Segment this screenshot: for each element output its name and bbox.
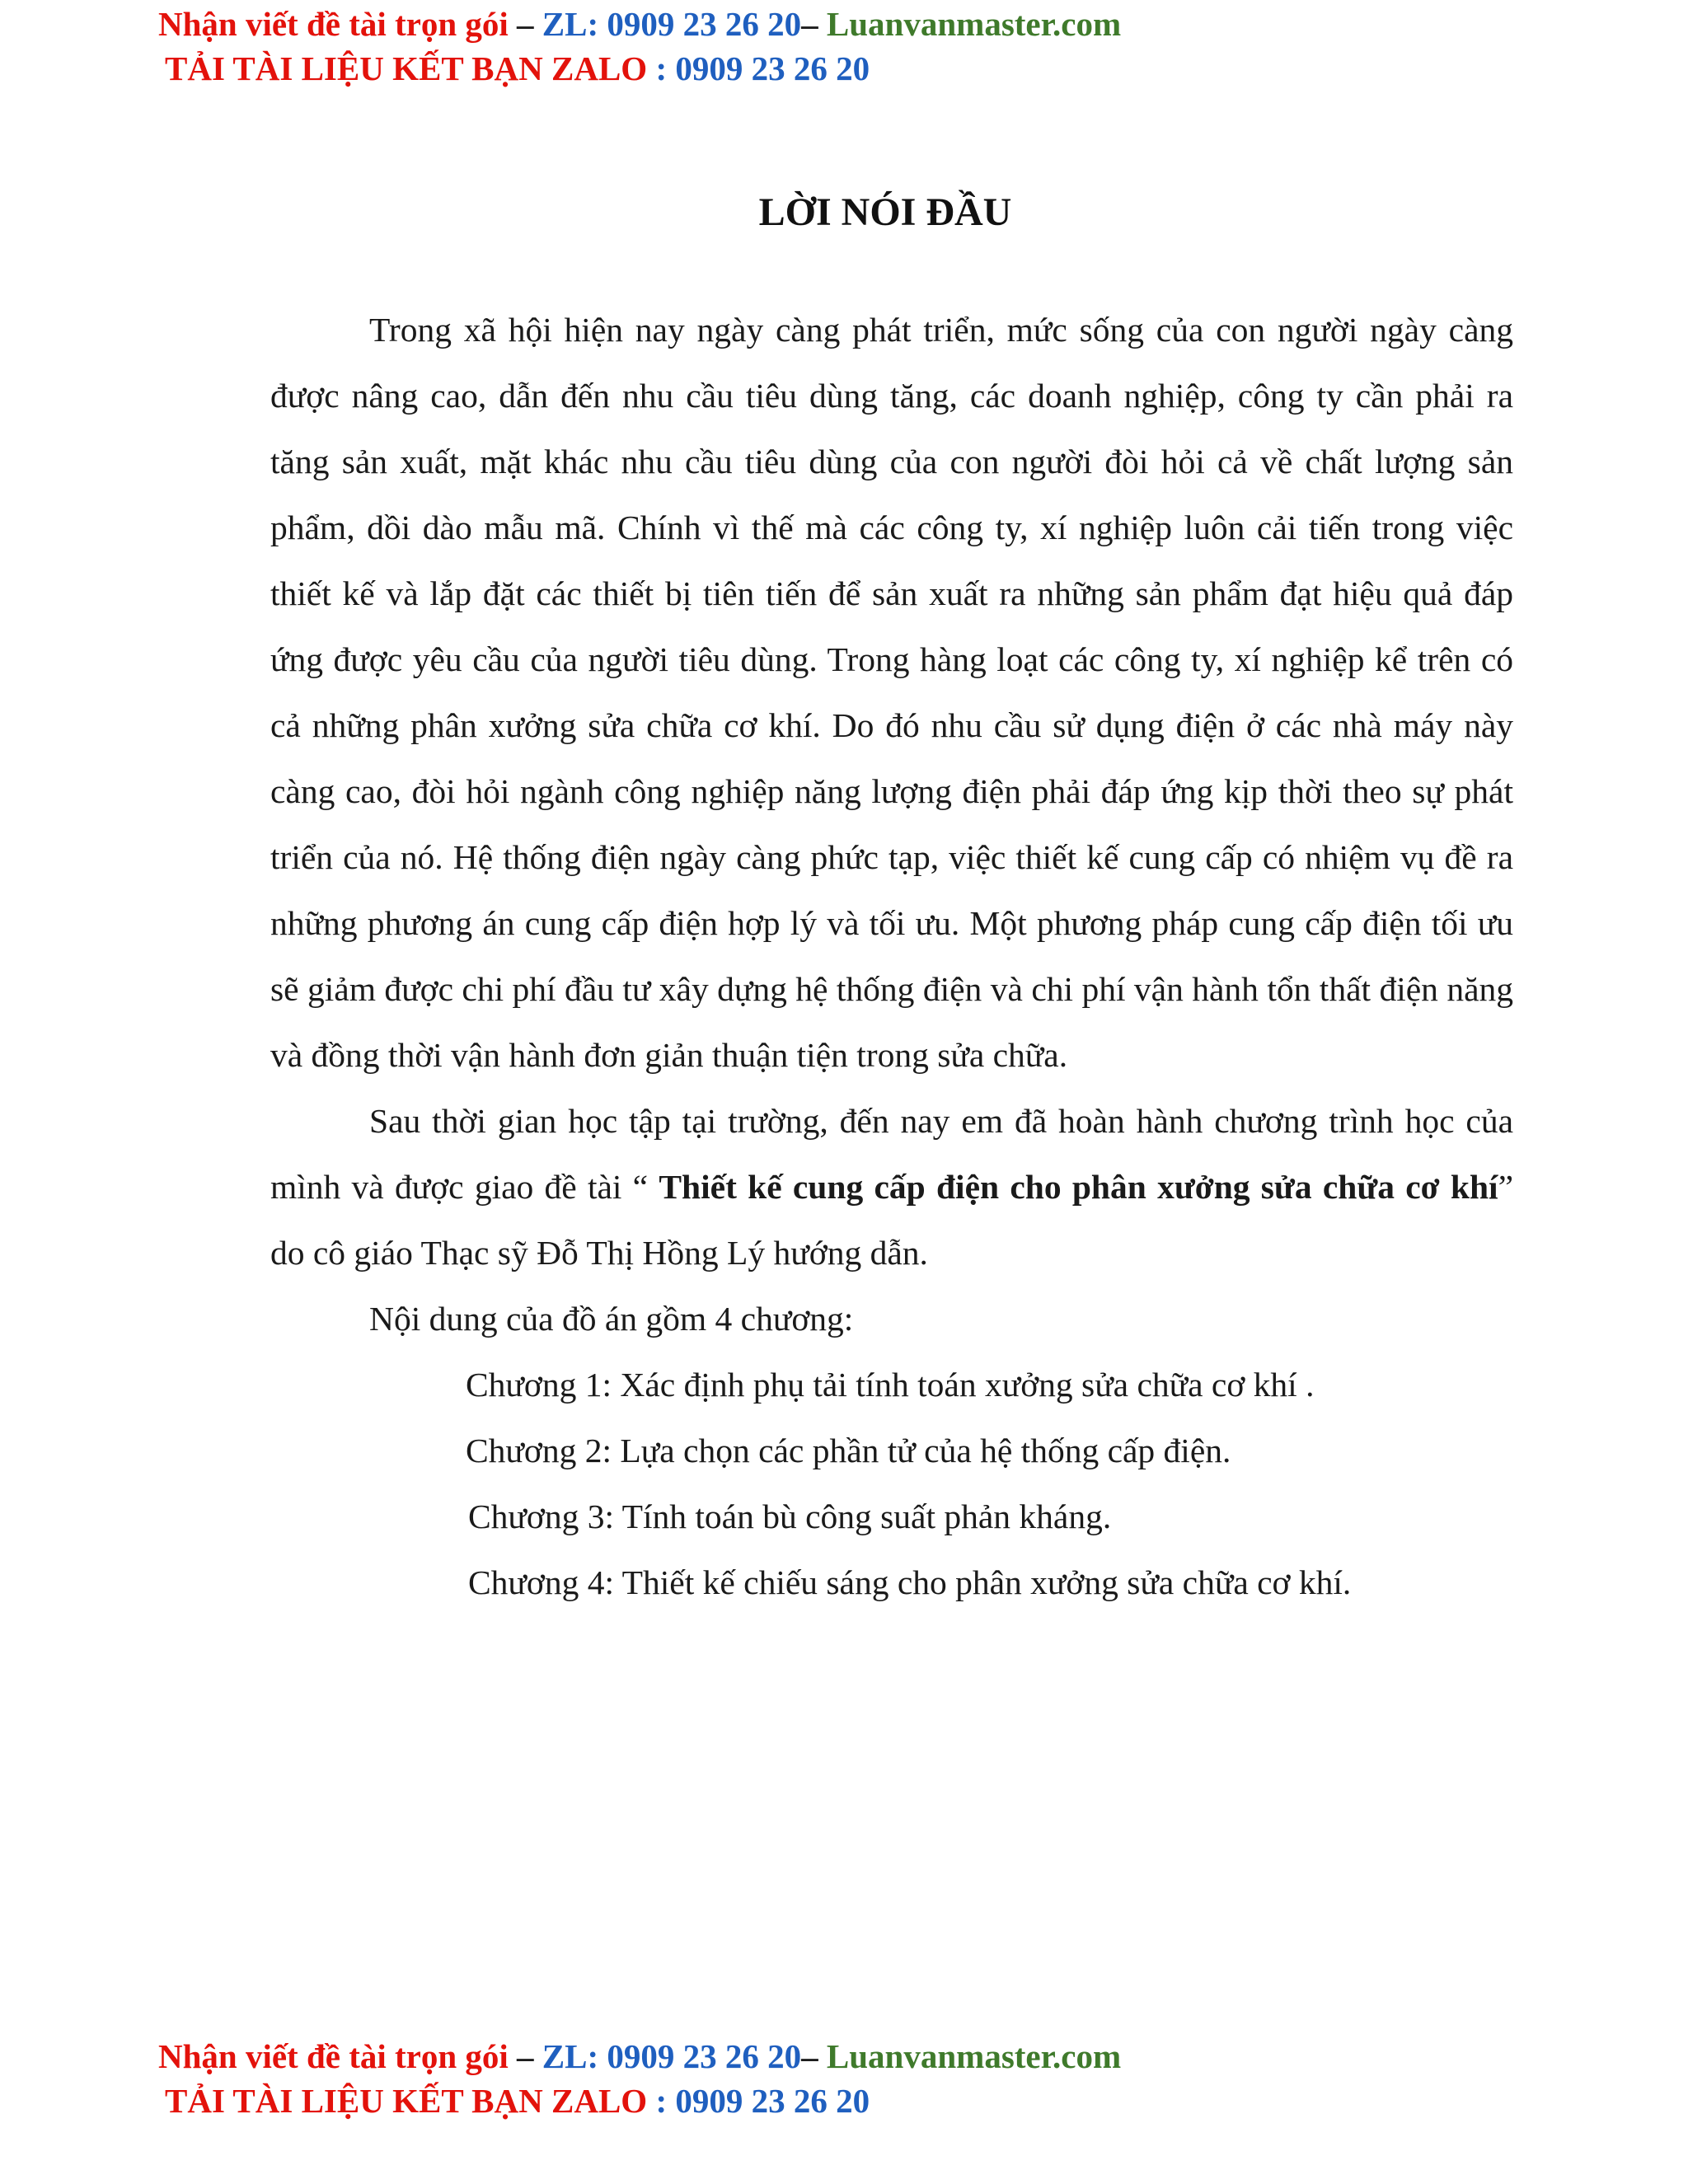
footer-service-text: Nhận viết đề tài trọn gói [158, 2037, 509, 2075]
header-zalo-contact: : 0909 23 26 20 [647, 49, 870, 87]
footer-separator: – [508, 2037, 542, 2075]
footer-banner-line1 [158, 2034, 1121, 2079]
assignment-paragraph [270, 1088, 1513, 1286]
chapter-item: Chương 1: Xác định phụ tải tính toán xưởng sửa chữa cơ khí . [466, 1366, 1315, 1404]
chapters-intro: Nội dung của đồ án gồm 4 chương: [369, 1300, 854, 1338]
header-website[interactable]: Luanvanmaster.com [826, 5, 1122, 43]
footer-banner-line2 [158, 2079, 1121, 2123]
header-banner-line1 [158, 2, 1121, 46]
header-banner [158, 2, 1121, 91]
footer-separator: – [801, 2037, 827, 2075]
assignment-text-start: Sau thời gian học tập tại trường, đến nay em đã hoàn hành chương trình học của mình và được giao đề tài “ [270, 1102, 1513, 1206]
page-title: LỜI NÓI ĐẦU [758, 190, 1012, 234]
header-banner-line2 [158, 46, 1121, 91]
footer-zalo-contact: : 0909 23 26 20 [647, 2082, 870, 2120]
footer-banner [158, 2034, 1121, 2123]
chapter-item: Chương 3: Tính toán bù công suất phản kháng. [468, 1497, 1112, 1535]
thesis-topic: Thiết kế cung cấp điện cho phân xưởng sửa chữa cơ khí [659, 1168, 1498, 1206]
chapter-item: Chương 4: Thiết kế chiếu sáng cho phân xưởng sửa chữa cơ khí. [468, 1563, 1352, 1601]
header-download-text: TẢI TÀI LIỆU KẾT BẠN ZALO [165, 49, 648, 87]
header-separator: – [801, 5, 827, 43]
header-zalo-number: ZL: 0909 23 26 20 [542, 5, 802, 43]
footer-zalo-number: ZL: 0909 23 26 20 [542, 2037, 802, 2075]
document-body [270, 297, 1513, 1615]
assignment-text-end: ” do cô giáo Thạc sỹ Đỗ Thị Hồng Lý hướng dẫn. [270, 1168, 1513, 1272]
chapter-item: Chương 2: Lựa chọn các phần tử của hệ thống cấp điện. [466, 1432, 1231, 1469]
intro-paragraph: Trong xã hội hiện nay ngày càng phát triển, mức sống của con người ngày càng được nâng cao, dẫn đến nhu cầu tiêu dùng tăng, các doanh nghiệp, công ty cần phải ra tăng sản xuất, mặt khác nhu cầu tiêu dùng của con người đòi hỏi cả về chất lượng sản phẩm, dồi dào mẫu mã. Chính vì thế mà các công ty, xí nghiệp luôn cải tiến trong việc thiết kế và lắp đặt các thiết bị tiên tiến để sản xuất ra những sản phẩm đạt hiệu quả đáp ứng được yêu cầu của người tiêu dùng. Trong hàng loạt các công ty, xí nghiệp kể trên có cả những phân xưởng sửa chữa cơ khí. Do đó nhu cầu sử dụng điện ở các nhà máy này càng cao, đòi hỏi ngành công nghiệp năng lượng điện phải đáp ứng kịp thời theo sự phát triển của nó. Hệ thống điện ngày càng phức tạp, việc thiết kế cung cấp có nhiệm vụ đề ra những phương án cung cấp điện hợp lý và tối ưu. Một phương pháp cung cấp điện tối ưu sẽ giảm được chi phí đầu tư xây dựng hệ thống điện và chi phí vận hành tổn thất điện năng và đồng thời vận hành đơn giản thuận tiện trong sửa chữa. [270, 311, 1513, 1074]
header-service-text: Nhận viết đề tài trọn gói [158, 5, 509, 43]
footer-website[interactable]: Luanvanmaster.com [826, 2037, 1122, 2075]
footer-download-text: TẢI TÀI LIỆU KẾT BẠN ZALO [165, 2082, 648, 2120]
header-separator: – [508, 5, 542, 43]
